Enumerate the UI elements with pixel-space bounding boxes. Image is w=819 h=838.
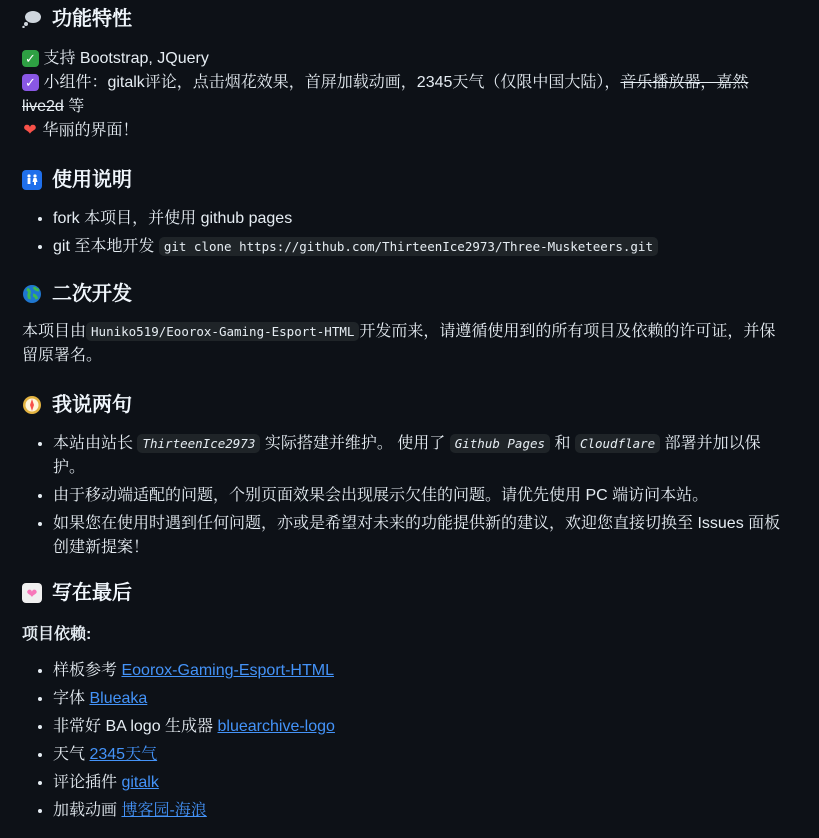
usage-title: 使用说明 (52, 169, 132, 191)
words-list (22, 432, 789, 560)
list-item: • 评论插件 gitalk (53, 771, 789, 795)
readme-content (22, 0, 789, 827)
dep-link-weather[interactable]: 2345天气 (89, 746, 158, 763)
dev-heading (22, 275, 789, 313)
source-repo-code: Huniko519/Eoorox-Gaming-Esport-HTML (86, 322, 359, 341)
dep-link-blueaka[interactable]: Blueaka (89, 690, 148, 707)
features-title: 功能特性 (52, 8, 132, 30)
owner-code: ThirteenIce2973 (137, 434, 260, 453)
deps-label: 项目依赖: (22, 626, 92, 643)
check-mark-icon: ✓ (22, 50, 39, 67)
features-list (22, 47, 789, 143)
usage-heading (22, 161, 789, 199)
dep-link-loading[interactable]: 博客园-海浪 (121, 802, 207, 819)
features-heading (22, 0, 789, 38)
compass-icon (22, 395, 42, 415)
words-heading (22, 386, 789, 424)
strikethrough-text: 音乐播放器，嘉然 live2d (22, 74, 749, 115)
dep-link-bluearchive-logo[interactable]: bluearchive-logo (217, 718, 335, 735)
dep-link-eoorox[interactable]: Eoorox-Gaming-Esport-HTML (121, 662, 334, 679)
feature-line-2: ✓ 小组件：gitalk评论，点击烟花效果，首屏加载动画，2345天气（仅限中国大陆），音乐播放器，嘉然 live2d 等 (22, 74, 749, 115)
deps-list (22, 659, 789, 823)
dep-link-gitalk[interactable]: gitalk (121, 774, 159, 791)
list-item: • 由于移动端适配的问题，个别页面效果会出现展示欠佳的问题。请优先使用 PC 端访问本站。 (53, 484, 789, 508)
github-pages-code: Github Pages (450, 434, 550, 453)
words-title: 我说两句 (52, 394, 132, 416)
list-item: • 样板参考 Eoorox-Gaming-Esport-HTML (53, 659, 789, 683)
list-item: • 字体 Blueaka (53, 687, 789, 711)
git-clone-command: git clone https://github.com/ThirteenIce2973/Three-Musketeers.git (159, 237, 658, 256)
list-item: • git 至本地开发 git clone https://github.com/ThirteenIce2973/Three-Musketeers.git (53, 235, 789, 259)
feature-line-1: ✓ 支持 Bootstrap, JQuery (22, 47, 789, 71)
list-item: • 天气 2345天气 (53, 743, 789, 767)
dev-paragraph: 本项目由 Huniko519/Eoorox-Gaming-Esport-HTML 开发而来，请遵循使用到的所有项目及依赖的许可证，并保留原署名。 (22, 323, 776, 364)
feature-line-3: ❤ 华丽的界面！ (23, 122, 139, 139)
list-item: • 本站由站长 ThirteenIce2973 实际搭建并维护。 使用了 Github Pages 和 Cloudflare 部署并加以保护。 (53, 432, 789, 480)
last-title: 写在最后 (52, 582, 132, 604)
heart-letter-icon: ❤ (22, 583, 42, 603)
list-item: • 加载动画 博客园-海浪 (53, 799, 789, 823)
last-heading (22, 574, 789, 612)
list-item: • 非常好 BA logo 生成器 bluearchive-logo (53, 715, 789, 739)
dev-title: 二次开发 (52, 283, 132, 305)
globe-icon (22, 284, 42, 304)
check-mark-icon: ✓ (22, 74, 39, 91)
usage-list (22, 207, 789, 259)
speech-bubble-icon (22, 9, 42, 29)
list-item: • 如果您在使用时遇到任何问题，亦或是希望对未来的功能提供新的建议，欢迎您直接切换至 Issues 面板创建新提案！ (53, 512, 789, 560)
restroom-icon (22, 170, 42, 190)
list-item: • fork 本项目，并使用 github pages (53, 207, 789, 231)
red-heart-icon: ❤ (23, 122, 37, 139)
cloudflare-code: Cloudflare (575, 434, 660, 453)
